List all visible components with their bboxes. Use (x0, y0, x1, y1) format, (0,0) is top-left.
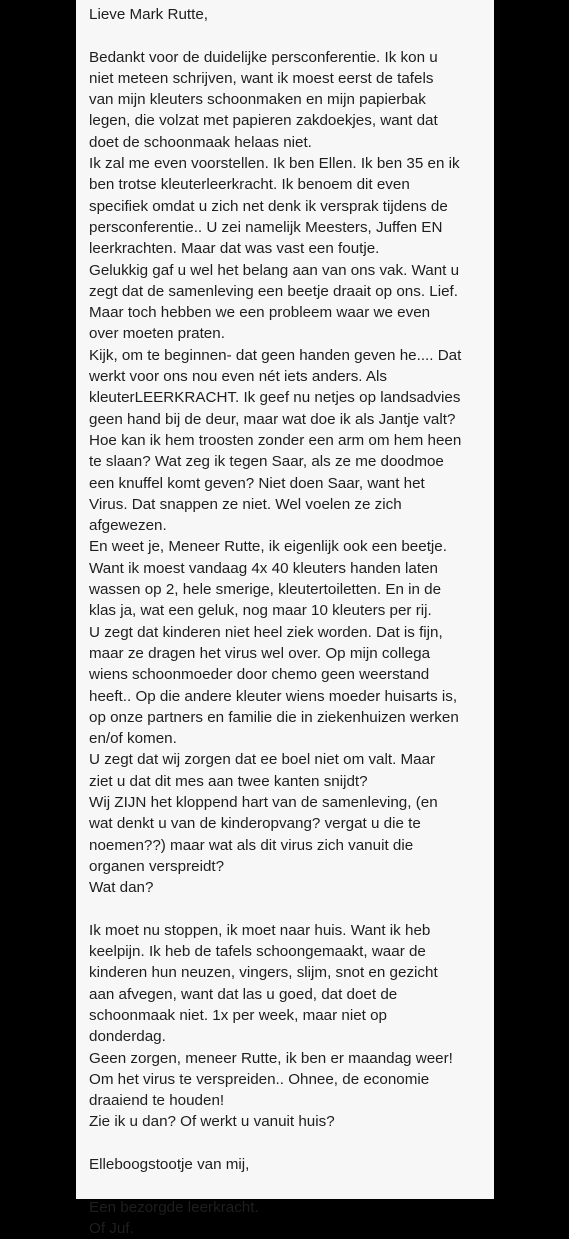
letter-text: Lieve Mark Rutte, Bedankt voor de duidelijke persconferentie. Ik kon u niet meteen schrijven, want ik moest eerst de tafels van mijn kleuters schoonmaken en mijn papierbak legen, die volzat met papieren zakdoekjes, want dat doet de schoonmaak helaas niet. Ik zal me even voorstellen. Ik ben Ellen. Ik ben 35 en ik ben trotse kleuterleerkracht. Ik benoem dit even specifiek omdat u zich net denk ik versprak tijdens de persconferentie.. U zei namelijk Meesters, Juffen EN leerkrachten. Maar dat was vast een foutje. Gelukkig gaf u wel het belang aan van ons vak. Want u zegt dat de samenleving een beetje draait op ons. Lief. Maar toch hebben we een probleem waar we even over moeten praten. Kijk, om te beginnen- dat geen handen geven he.... Dat werkt voor ons nou even nét iets anders. Als kleuterLEERKRACHT. Ik geef nu netjes op landsadvies geen hand bij de deur, maar wat doe ik als Jantje valt? Hoe kan ik hem troosten zonder een arm om hem heen te slaan? Wat zeg ik tegen Saar, als ze me doodmoe een knuffel komt geven? Niet doen Saar, want het Virus. Dat snappen ze niet. Wel voelen ze zich afgewezen. En weet je, Meneer Rutte, ik eigenlijk ook een beetje. Want ik moest vandaag 4x 40 kleuters handen laten wassen op 2, hele smerige, kleutertoiletten. En in de klas ja, wat een geluk, nog maar 10 kleuters per rij. U zegt dat kinderen niet heel ziek worden. Dat is fijn, maar ze dragen het virus wel over. Op mijn collega wiens schoonmoeder door chemo geen weerstand heeft.. Op die andere kleuter wiens moeder huisarts is, op onze partners en familie die in ziekenhuizen werken en/of komen. U zegt dat wij zorgen dat ee boel niet om valt. Maar ziet u dat dit mes aan twee kanten snijdt? Wij ZIJN het kloppend hart van de samenleving, (en wat denkt u van de kinderopvang? vergat u die te noemen??) maar wat als dit virus zich vanuit die organen verspreidt? Wat dan? Ik moet nu stoppen, ik moet naar huis. Want ik heb keelpijn. Ik heb de tafels schoongemaakt, waar de kinderen hun neuzen, vingers, slijm, snot en gezicht aan afvegen, want dat las u goed, dat doet de schoonmaak niet. 1x per week, maar niet op donderdag. Geen zorgen, meneer Rutte, ik ben er maandag weer! Om het virus te verspreiden.. Ohnee, de economie draaiend te houden! Zie ik u dan? Of werkt u vanuit huis? Elleboogstootje van mij, Een bezorgde leerkracht. Of Juf. (89, 6, 462, 1237)
letter-page (76, 0, 494, 1237)
